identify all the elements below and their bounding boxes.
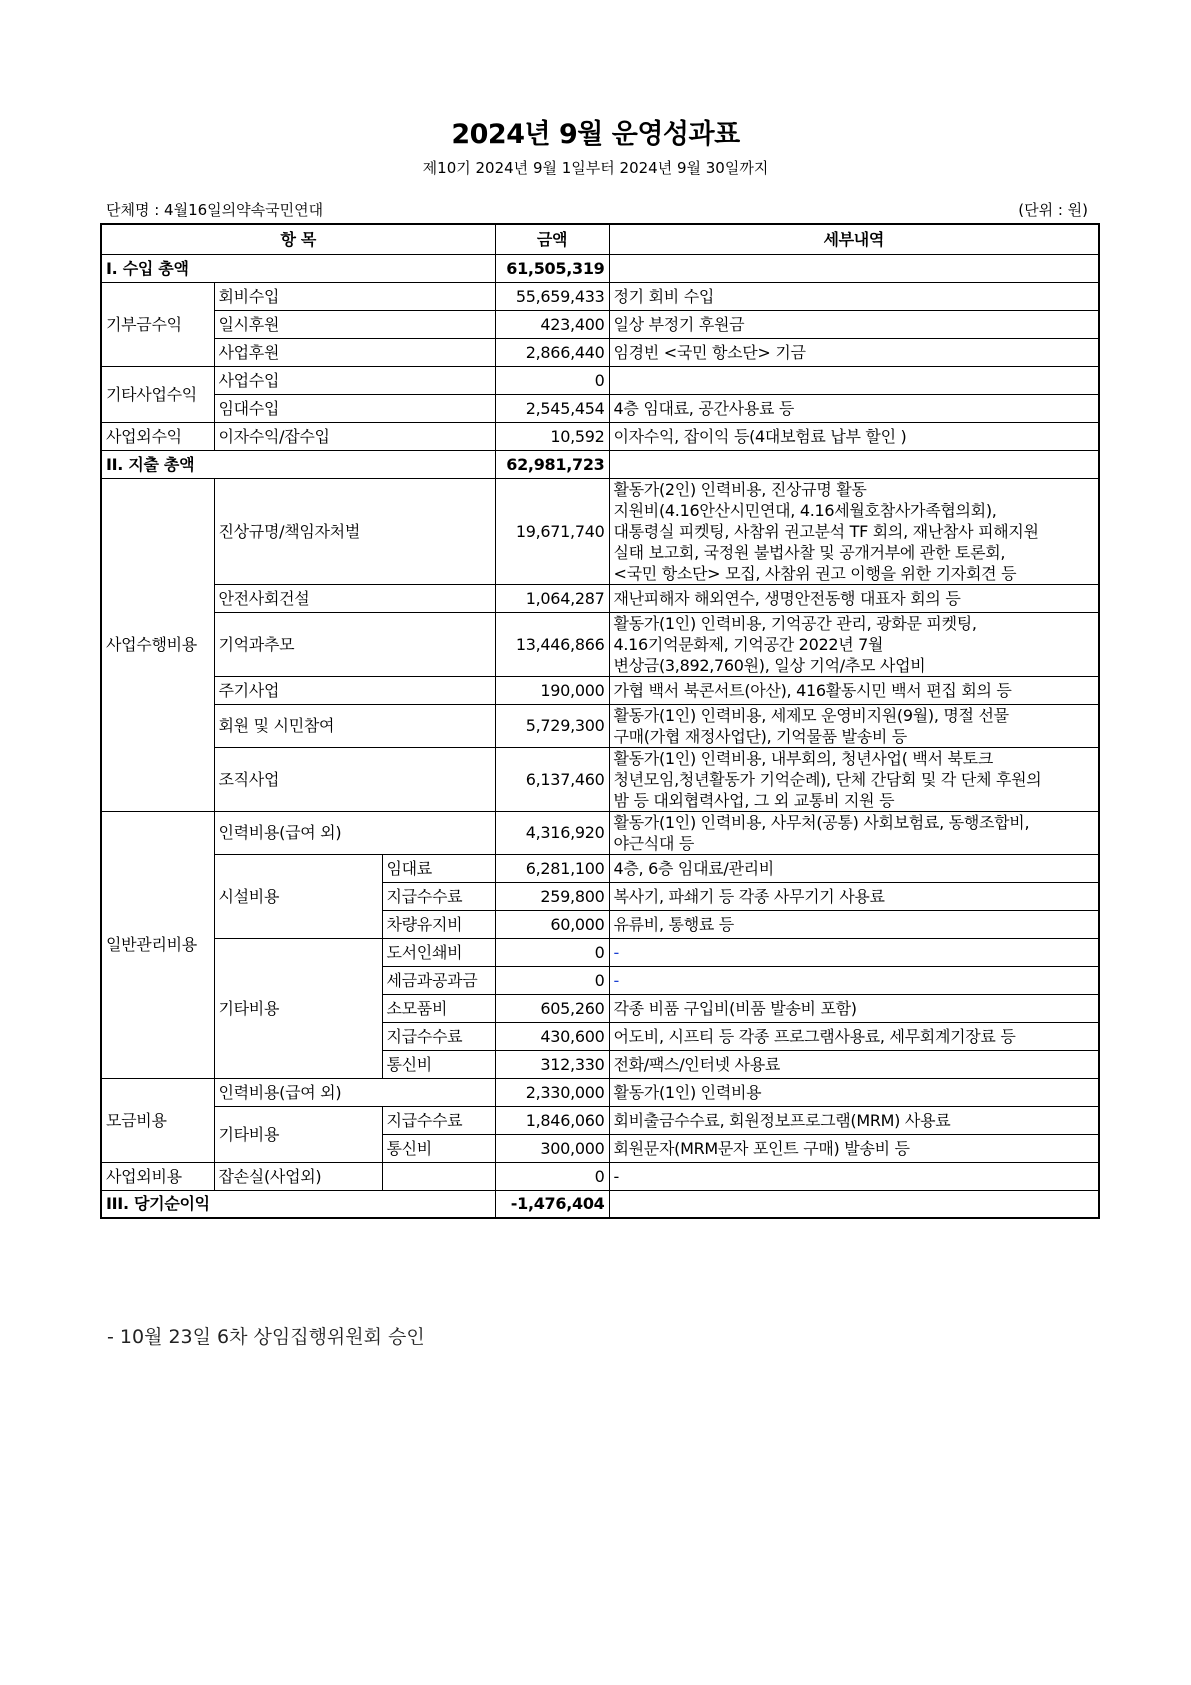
row-name: 임대료 [382,854,495,882]
detail-line: 활동가(1인) 인력비용, 사무처(공통) 사회보험료, 동행조합비, [613,812,1030,832]
table-row [101,704,1099,747]
fiscal-period: 제10기 2024년 9월 1일부터 2024년 9월 30일까지 [422,159,769,177]
page-title: 2024년 9월 운영성과표 [451,119,740,150]
row-amount: 1,846,060 [495,1106,609,1134]
row-amount: 0 [495,366,609,394]
table-row [101,854,1099,882]
row-name: 임대수입 [214,394,495,422]
row-amount: 60,000 [495,910,609,938]
row-name: 안전사회건설 [214,584,495,612]
table-row [101,1162,1099,1190]
row-name: 지급수수료 [382,1022,495,1050]
row-amount: 259,800 [495,882,609,910]
row-detail: 활동가(1인) 인력비용 [609,1078,1099,1106]
row-detail: 복사기, 파쇄기 등 각종 사무기기 사용료 [609,882,1099,910]
row-name: 일시후원 [214,310,495,338]
row-detail: 임경빈 <국민 항소단> 기금 [609,338,1099,366]
table-row [101,310,1099,338]
row-amount: 13,446,866 [495,612,609,676]
row-detail [609,612,1099,676]
table-row [101,478,1099,584]
detail-line: <국민 항소단> 모집, 사참위 권고 이행을 위한 기자회견 등 [613,563,1017,583]
detail-line: 활동가(2인) 인력비용, 진상규명 활동 [613,479,867,499]
table-header-row [101,224,1099,254]
facility-subcategory: 시설비용 [214,854,382,938]
row-amount: 430,600 [495,1022,609,1050]
row-detail [609,811,1099,854]
net-income-detail [609,1190,1099,1218]
detail-line: 대통령실 피켓팅, 사참위 권고분석 TF 회의, 재난참사 피해지원 [613,521,1039,541]
row-amount: 300,000 [495,1134,609,1162]
row-amount: 6,137,460 [495,747,609,811]
row-detail [609,478,1099,584]
fundraising-expense-category: 모금비용 [101,1078,214,1162]
row-name: 차량유지비 [382,910,495,938]
table-row [101,1106,1099,1134]
fundraising-misc-subcategory: 기타비용 [214,1106,382,1162]
row-amount: 2,330,000 [495,1078,609,1106]
row-name: 인력비용(급여 외) [214,811,495,854]
row-amount: 55,659,433 [495,282,609,310]
row-name: 회비수입 [214,282,495,310]
other-income-category: 기타사업수익 [101,366,214,422]
row-name: 통신비 [382,1134,495,1162]
table-row [101,584,1099,612]
net-income-row [101,1190,1099,1218]
row-detail: 일상 부정기 후원금 [609,310,1099,338]
row-amount: 0 [495,938,609,966]
row-detail: 4층, 6층 임대료/관리비 [609,854,1099,882]
row-name: 이자수익/잡수입 [214,422,495,450]
row-detail: 회원문자(MRM문자 포인트 구매) 발송비 등 [609,1134,1099,1162]
table-row [101,938,1099,966]
admin-expense-category: 일반관리비용 [101,811,214,1078]
row-name: 통신비 [382,1050,495,1078]
row-detail: 각종 비품 구입비(비품 발송비 포함) [609,994,1099,1022]
table-row [101,811,1099,854]
row-amount: 6,281,100 [495,854,609,882]
row-detail: 정기 회비 수입 [609,282,1099,310]
detail-line: 구매(가협 재정사업단), 기억물품 발송비 등 [613,726,907,746]
row-detail [609,366,1099,394]
row-name: 기억과추모 [214,612,495,676]
row-amount: 423,400 [495,310,609,338]
row-amount: 2,866,440 [495,338,609,366]
organization-label: 단체명 : 4월16일의약속국민연대 [106,201,324,219]
row-detail: 회비출금수수료, 회원정보프로그램(MRM) 사용료 [609,1106,1099,1134]
table-row [101,422,1099,450]
row-amount: 0 [495,966,609,994]
table-row [101,394,1099,422]
row-detail: 이자수익, 잡이익 등(4대보험료 납부 할인 ) [609,422,1099,450]
row-amount: 5,729,300 [495,704,609,747]
expense-total-amount: 62,981,723 [495,450,609,478]
row-name: 소모품비 [382,994,495,1022]
table-row [101,612,1099,676]
income-total-detail [609,254,1099,282]
donation-income-category: 기부금수익 [101,282,214,366]
detail-line: 활동가(1인) 인력비용, 내부회의, 청년사업( 백서 북토크 [613,748,993,768]
expense-total-label: II. 지출 총액 [101,450,495,478]
row-name: 잡손실(사업외) [214,1162,382,1190]
row-name: 진상규명/책임자처벌 [214,478,495,584]
row-detail: 유류비, 통행료 등 [609,910,1099,938]
header-item: 항 목 [101,224,495,254]
row-detail: 재난피해자 해외연수, 생명안전동행 대표자 회의 등 [609,584,1099,612]
row-detail: 가협 백서 북콘서트(아산), 416활동시민 백서 편집 회의 등 [609,676,1099,704]
row-name: 도서인쇄비 [382,938,495,966]
row-amount: 1,064,287 [495,584,609,612]
row-amount: 605,260 [495,994,609,1022]
unit-label: (단위 : 원) [1018,201,1088,219]
operating-results-table [100,223,1100,1219]
row-detail: - [609,1162,1099,1190]
row-detail: 어도비, 시프티 등 각종 프로그램사용료, 세무회계기장료 등 [609,1022,1099,1050]
row-detail: 4층 임대료, 공간사용료 등 [609,394,1099,422]
table-row [101,338,1099,366]
detail-line: 지원비(4.16안산시민연대, 4.16세월호참사가족협의회), [613,500,997,520]
table-row [101,1078,1099,1106]
nonop-income-category: 사업외수익 [101,422,214,450]
row-name: 조직사업 [214,747,495,811]
row-amount: 10,592 [495,422,609,450]
row-detail [609,747,1099,811]
row-name: 주기사업 [214,676,495,704]
detail-line: 4.16기억문화제, 기억공간 2022년 7월 [613,634,884,654]
row-amount: 2,545,454 [495,394,609,422]
misc-subcategory: 기타비용 [214,938,382,1078]
header-amount: 금액 [495,224,609,254]
row-amount: 312,330 [495,1050,609,1078]
detail-line: 실태 보고회, 국정원 불법사찰 및 공개거부에 관한 토론회, [613,542,1006,562]
row-name: 사업후원 [214,338,495,366]
row-name: 회원 및 시민참여 [214,704,495,747]
detail-line: 활동가(1인) 인력비용, 기억공간 관리, 광화문 피켓팅, [613,613,977,633]
income-total-amount: 61,505,319 [495,254,609,282]
row-detail: 전화/팩스/인터넷 사용료 [609,1050,1099,1078]
row-amount: 4,316,920 [495,811,609,854]
program-expense-category: 사업수행비용 [101,478,214,811]
table-row [101,282,1099,310]
row-detail: - [609,938,1099,966]
net-income-label: III. 당기순이익 [101,1190,495,1218]
detail-line: 밤 등 대외협력사업, 그 외 교통비 지원 등 [613,790,895,810]
net-income-amount: -1,476,404 [495,1190,609,1218]
detail-line: 청년모임,청년활동가 기억순례), 단체 간담회 및 각 단체 후원의 [613,769,1042,789]
income-total-label: I. 수입 총액 [101,254,495,282]
nonop-expense-category: 사업외비용 [101,1162,214,1190]
row-name: 세금과공과금 [382,966,495,994]
row-amount: 0 [495,1162,609,1190]
income-total-row [101,254,1099,282]
expense-total-detail [609,450,1099,478]
expense-total-row [101,450,1099,478]
row-empty [382,1162,495,1190]
header-detail: 세부내역 [609,224,1099,254]
row-detail: - [609,966,1099,994]
table-row [101,366,1099,394]
row-amount: 190,000 [495,676,609,704]
row-name: 지급수수료 [382,1106,495,1134]
table-row [101,676,1099,704]
row-amount: 19,671,740 [495,478,609,584]
detail-line: 활동가(1인) 인력비용, 세제모 운영비지원(9월), 명절 선물 [613,705,1009,725]
row-name: 사업수입 [214,366,495,394]
detail-line: 야근식대 등 [613,833,695,853]
row-name: 인력비용(급여 외) [214,1078,495,1106]
approval-footnote: - 10월 23일 6차 상임집행위원회 승인 [107,1326,425,1348]
row-name: 지급수수료 [382,882,495,910]
table-row [101,747,1099,811]
detail-line: 변상금(3,892,760원), 일상 기억/추모 사업비 [613,655,926,675]
row-detail [609,704,1099,747]
